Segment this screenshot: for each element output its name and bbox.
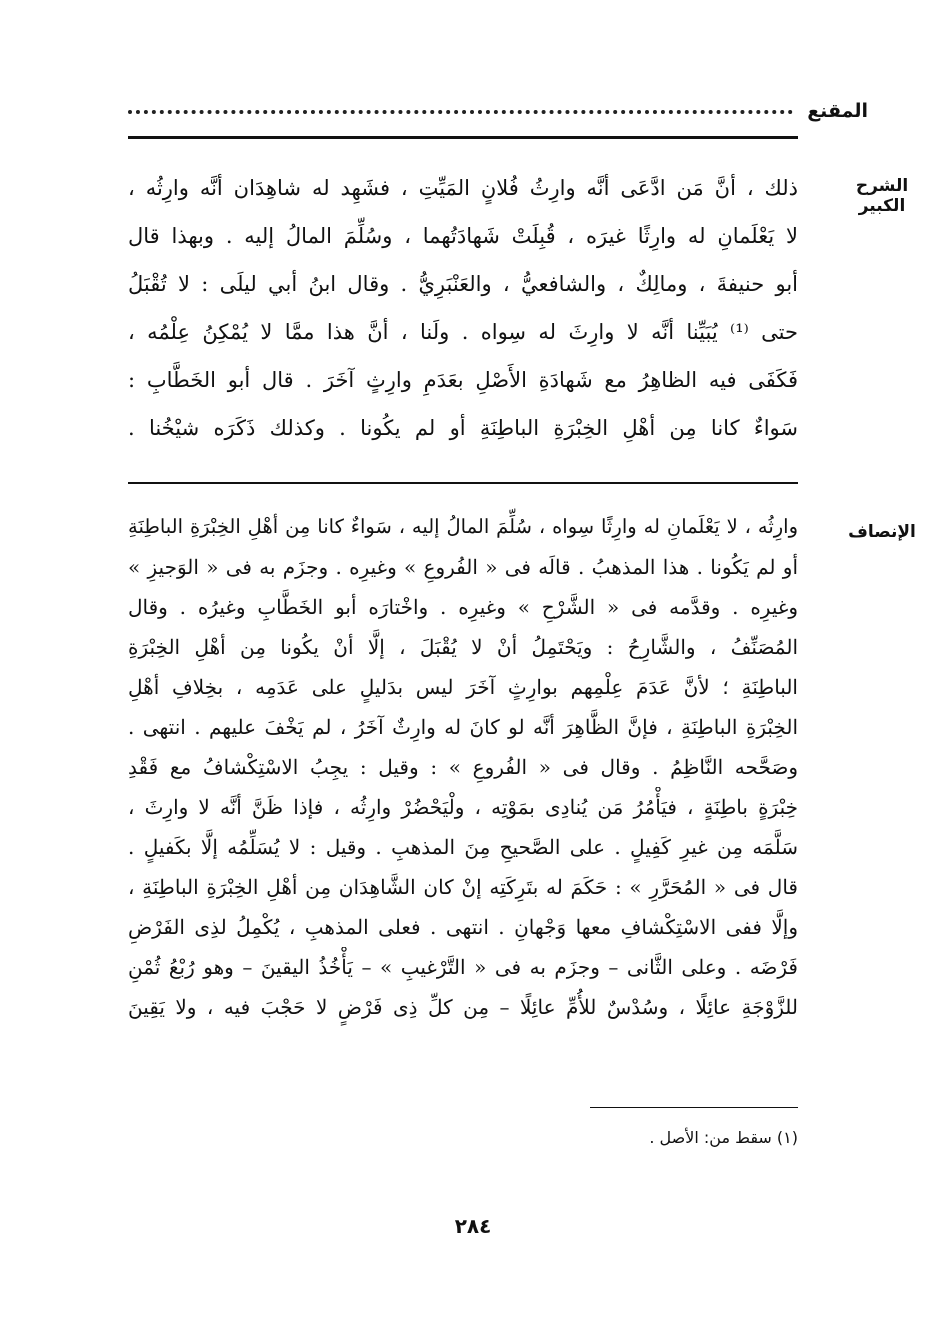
sharh-line: أبو حنيفةَ ، ومالِكٌ ، والشافعيُّ ، والعَنْبَرِيُّ . وقال ابنُ أبي ليلَى : لا تُقْبَلُ <box>128 272 798 296</box>
sharh-line: سَواءٌ كانا مِن أهْلِ الخِبْرَةِ الباطِنَةِ أو لم يكُونا . وكذلك ذَكَرَه شيْخُنا . <box>128 416 798 440</box>
insaf-line: الباطِنَةِ ؛ لأنَّ عَدَمَ عِلْمِهم بوارِثٍ آخَرَ ليس بدَليلٍ على عَدَمِه ، بخِلافِ أهْلِ <box>128 675 798 699</box>
insaf-line: فَرْضَه . وعلى الثَّانى – وجزَم به فى « التَّرْغيبِ » – يَأْخُذُ اليقينَ – وهو رُبْعُ ثُمْنِ <box>128 955 798 979</box>
insaf-line: أو لم يَكُونا . هذا المذهبُ . قالَه فى « الفُروعِ » وغيرِه . وجزَم به فى « الوَجيزِ » <box>128 555 798 579</box>
insaf-line: سَلَّمَه مِن غيرِ كَفِيلٍ . على الصَّحيحِ مِنَ المذهبِ . وقيل : لا يُسَلِّمُه إلَّا بكَفيلٍ . <box>128 835 798 859</box>
footnote: (١) سقط من: الأصل . <box>649 1128 798 1147</box>
insaf-line: للزَّوْجَةِ عائِلًا ، وسُدْسٌ للأُمِّ عائِلًا – مِن كلِّ ذِى فَرْضٍ لا حَجْبَ فيه ، ولا يَقِينَ <box>128 995 798 1019</box>
sharh-line: ذلك ، أنَّ مَن ادَّعَى أنَّه وارِثُ فُلانٍ المَيِّتِ ، فشَهِد له شاهِدَان أنَّه وارِثُه ، <box>128 176 798 200</box>
insaf-line: وصَحَّحه النَّاظِمُ . وقال فى « الفُروعِ » : وقيل : يجِبُ الاسْتِكْشافُ مع فَقْدِ <box>128 755 798 779</box>
section-divider-rule <box>128 482 798 484</box>
sharh-line: فَكَفَى فيه الظاهِرُ مع شَهادَةِ الأَصْلِ بعَدَمِ وارِثٍ آخَرَ . قال أبو الخَطَّابِ : <box>128 368 798 392</box>
running-header <box>128 88 868 122</box>
insaf-line: الخِبْرَةِ الباطِنَةِ ، فإنَّ الظَّاهِرَ أنَّه لو كانَ له وارِثٌ آخَرُ ، لم يَخْفَ عليهم . انتهى . <box>128 715 798 739</box>
header-rule <box>128 136 798 139</box>
sharh-line: لا يَعْلَمانِ له وارِثًا غيرَه ، قُبِلَتْ شَهادَتُهما ، وسُلِّمَ المالُ إليه . وبهذا قال <box>128 224 798 248</box>
insaf-line: وارِثُه ، لا يَعْلَمانِ له وارِثًا سِواه ، سُلِّمَ المالُ إليه ، سَواءٌ كانا مِن أهْلِ الخِبْرَةِ الباطِنَةِ <box>128 515 798 538</box>
page-number: ٢٨٤ <box>454 1214 492 1238</box>
insaf-line: وإلَّا ففى الاسْتِكْشافِ معها وَجْهانِ . انتهى . فعلى المذهبِ ، يُكْمِلُ لذِى الفَرْضِ <box>128 915 798 939</box>
header-title: المقنع <box>807 100 868 122</box>
insaf-line: المُصَنِّفُ ، والشَّارِحُ : ويَحْتَمِلُ أنْ لا يُقْبَلَ ، إلَّا أنْ يكُونا مِن أهْلِ الخِبْرَةِ <box>128 635 798 659</box>
sharh-line: حتى ⁽¹⁾ يُبَيِّنا أنَّه لا وارِثَ له سِواه . ولَنا ، أنَّ هذا ممَّا لا يُمْكِنُ عِلْمُه ، <box>128 320 798 344</box>
insaf-line: خِبْرَةٍ باطِنَةٍ ، فيَأْمُرُ مَن يُنادِى بمَوْتِه ، ولْيَحْضُرْ وارِثُه ، فإذا ظَنَّ أنَّه لا وارِثَ ، <box>128 795 798 819</box>
insaf-text-block <box>128 507 798 1027</box>
sharh-text-block <box>128 164 798 452</box>
insaf-section-label: الإنصاف <box>848 522 916 542</box>
header-dotted-leader <box>128 98 793 114</box>
sharh-section-label: الشرح الكبير <box>855 176 909 216</box>
insaf-line: قال فى « المُحَرَّرِ » : حَكَمَ له بتَرِكَتِه إنْ كان الشَّاهِدَان مِن أهْلِ الخِبْرَةِ الباطِنَةِ ، <box>128 875 798 899</box>
footnote-rule <box>590 1107 798 1108</box>
insaf-line: وغيرِه . وقدَّمه فى « الشَّرْحِ » وغيرِه . واخْتارَه أبو الخَطَّابِ وغيرُه . وقال <box>128 595 798 619</box>
